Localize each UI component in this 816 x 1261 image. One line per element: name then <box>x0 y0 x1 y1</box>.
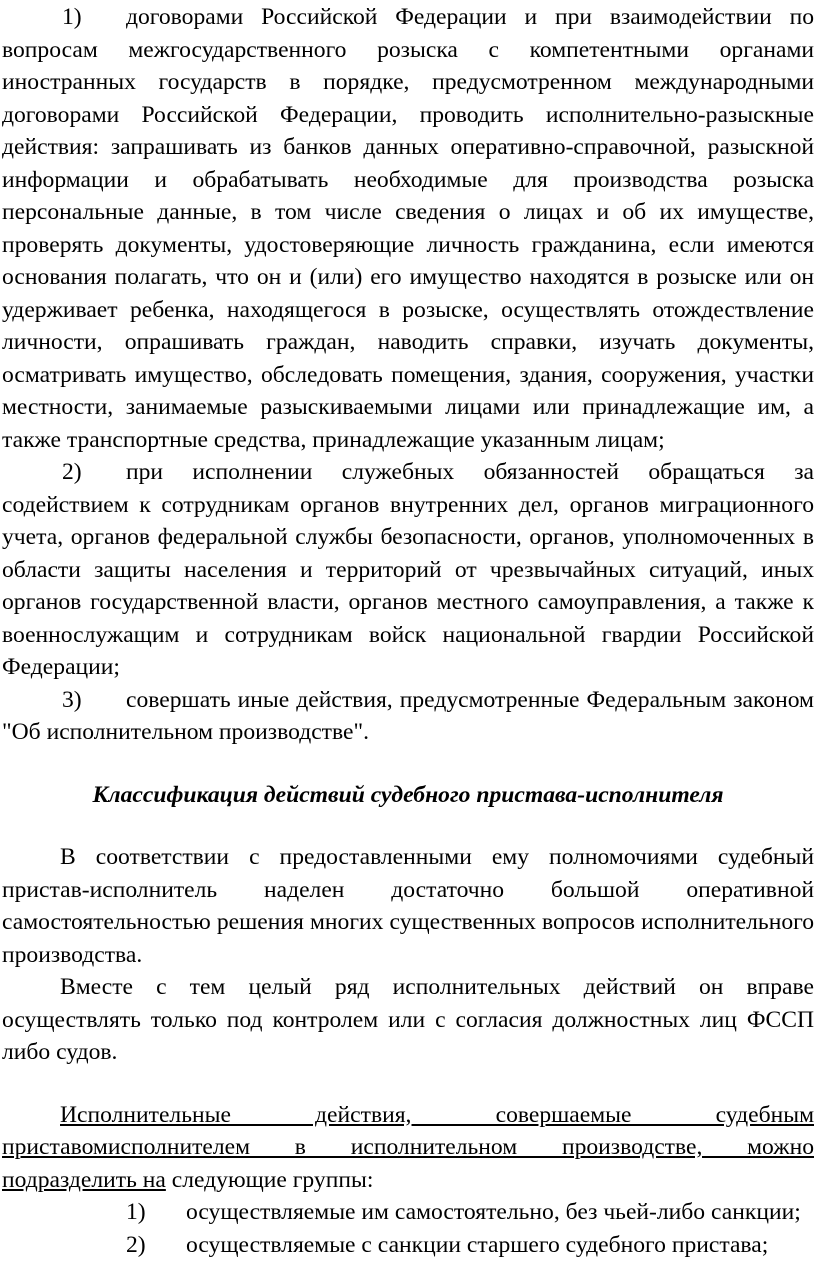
paragraph-text: совершать иные действия, предусмотренные Федеральным законом "Об исполнительном производстве". <box>2 687 814 746</box>
section-heading: Классификация действий судебного пристава-исполнителя <box>2 779 814 812</box>
paragraph-item-1 <box>2 1 814 456</box>
groups-line-3 <box>2 1164 814 1197</box>
paragraph-item-3 <box>2 684 814 749</box>
list-number: 2) <box>126 1229 186 1261</box>
list-text: осуществляемые с санкции старшего судебного пристава; <box>186 1232 768 1258</box>
paragraph-text: при исполнении служебных обязанностей обращаться за содействием к сотрудникам органов внутренних дел, органов миграционного учета, органов федеральной службы безопасности, органов, уполномоченных в области защиты населения и территорий от чрезвычайных ситуаций, иных органов государственной власти, органов местного самоуправления, а также к военнослужащим и сотрудникам войск национальной гвардии Российской Федерации; <box>2 459 814 680</box>
list-item <box>2 1196 814 1229</box>
list-item <box>2 1229 814 1261</box>
item-number: 2) <box>62 456 126 489</box>
spacer <box>2 1069 814 1099</box>
paragraph-groups <box>2 1099 814 1197</box>
groups-line-2: приставомисполнителем в исполнительном производстве, можно <box>2 1131 814 1164</box>
paragraph-text: договорами Российской Федерации и при взаимодействии по вопросам межгосударственного розыска с компетентными органами иностранных государств в порядке, предусмотренном международными договорами Российской Федерации, проводить исполнительно-разыскные действия: запрашивать из банков данных оперативно-справочной, разыскной информации и обрабатывать необходимые для производства розыска персональные данные, в том числе сведения о лицах и об их имуществе, проверять документы, удостоверяющие личность гражданина, если имеются основания полагать, что он и (или) его имущество находятся в розыске или он удерживает ребенка, находящегося в розыске, осуществлять отождествление личности, опрашивать граждан, наводить справки, изучать документы, осматривать имущество, обследовать помещения, здания, сооружения, участки местности, занимаемые разыскиваемыми лицами или принадлежащие им, а также транспортные средства, принадлежащие указанным лицам; <box>2 4 814 453</box>
paragraph-control: Вместе с тем целый ряд исполнительных действий он вправе осуществлять только под контролем или с согласия должностных лиц ФССП либо судов. <box>2 971 814 1069</box>
groups-line-3-underlined: подразделить на <box>2 1167 166 1193</box>
paragraph-powers: В соответствии с предоставленными ему полномочиями судебный пристав-исполнитель наделен достаточно большой оперативной самостоятельностью решения многих существенных вопросов исполнительного производства. <box>2 841 814 971</box>
groups-line-3-rest: следующие группы: <box>166 1167 374 1193</box>
item-number: 1) <box>62 1 126 34</box>
groups-line-1: Исполнительные действия, совершаемые судебным <box>2 1099 814 1132</box>
list-text: осуществляемые им самостоятельно, без чьей-либо санкции; <box>186 1199 801 1225</box>
item-number: 3) <box>62 684 126 717</box>
paragraph-item-2 <box>2 456 814 684</box>
list-number: 1) <box>126 1196 186 1229</box>
